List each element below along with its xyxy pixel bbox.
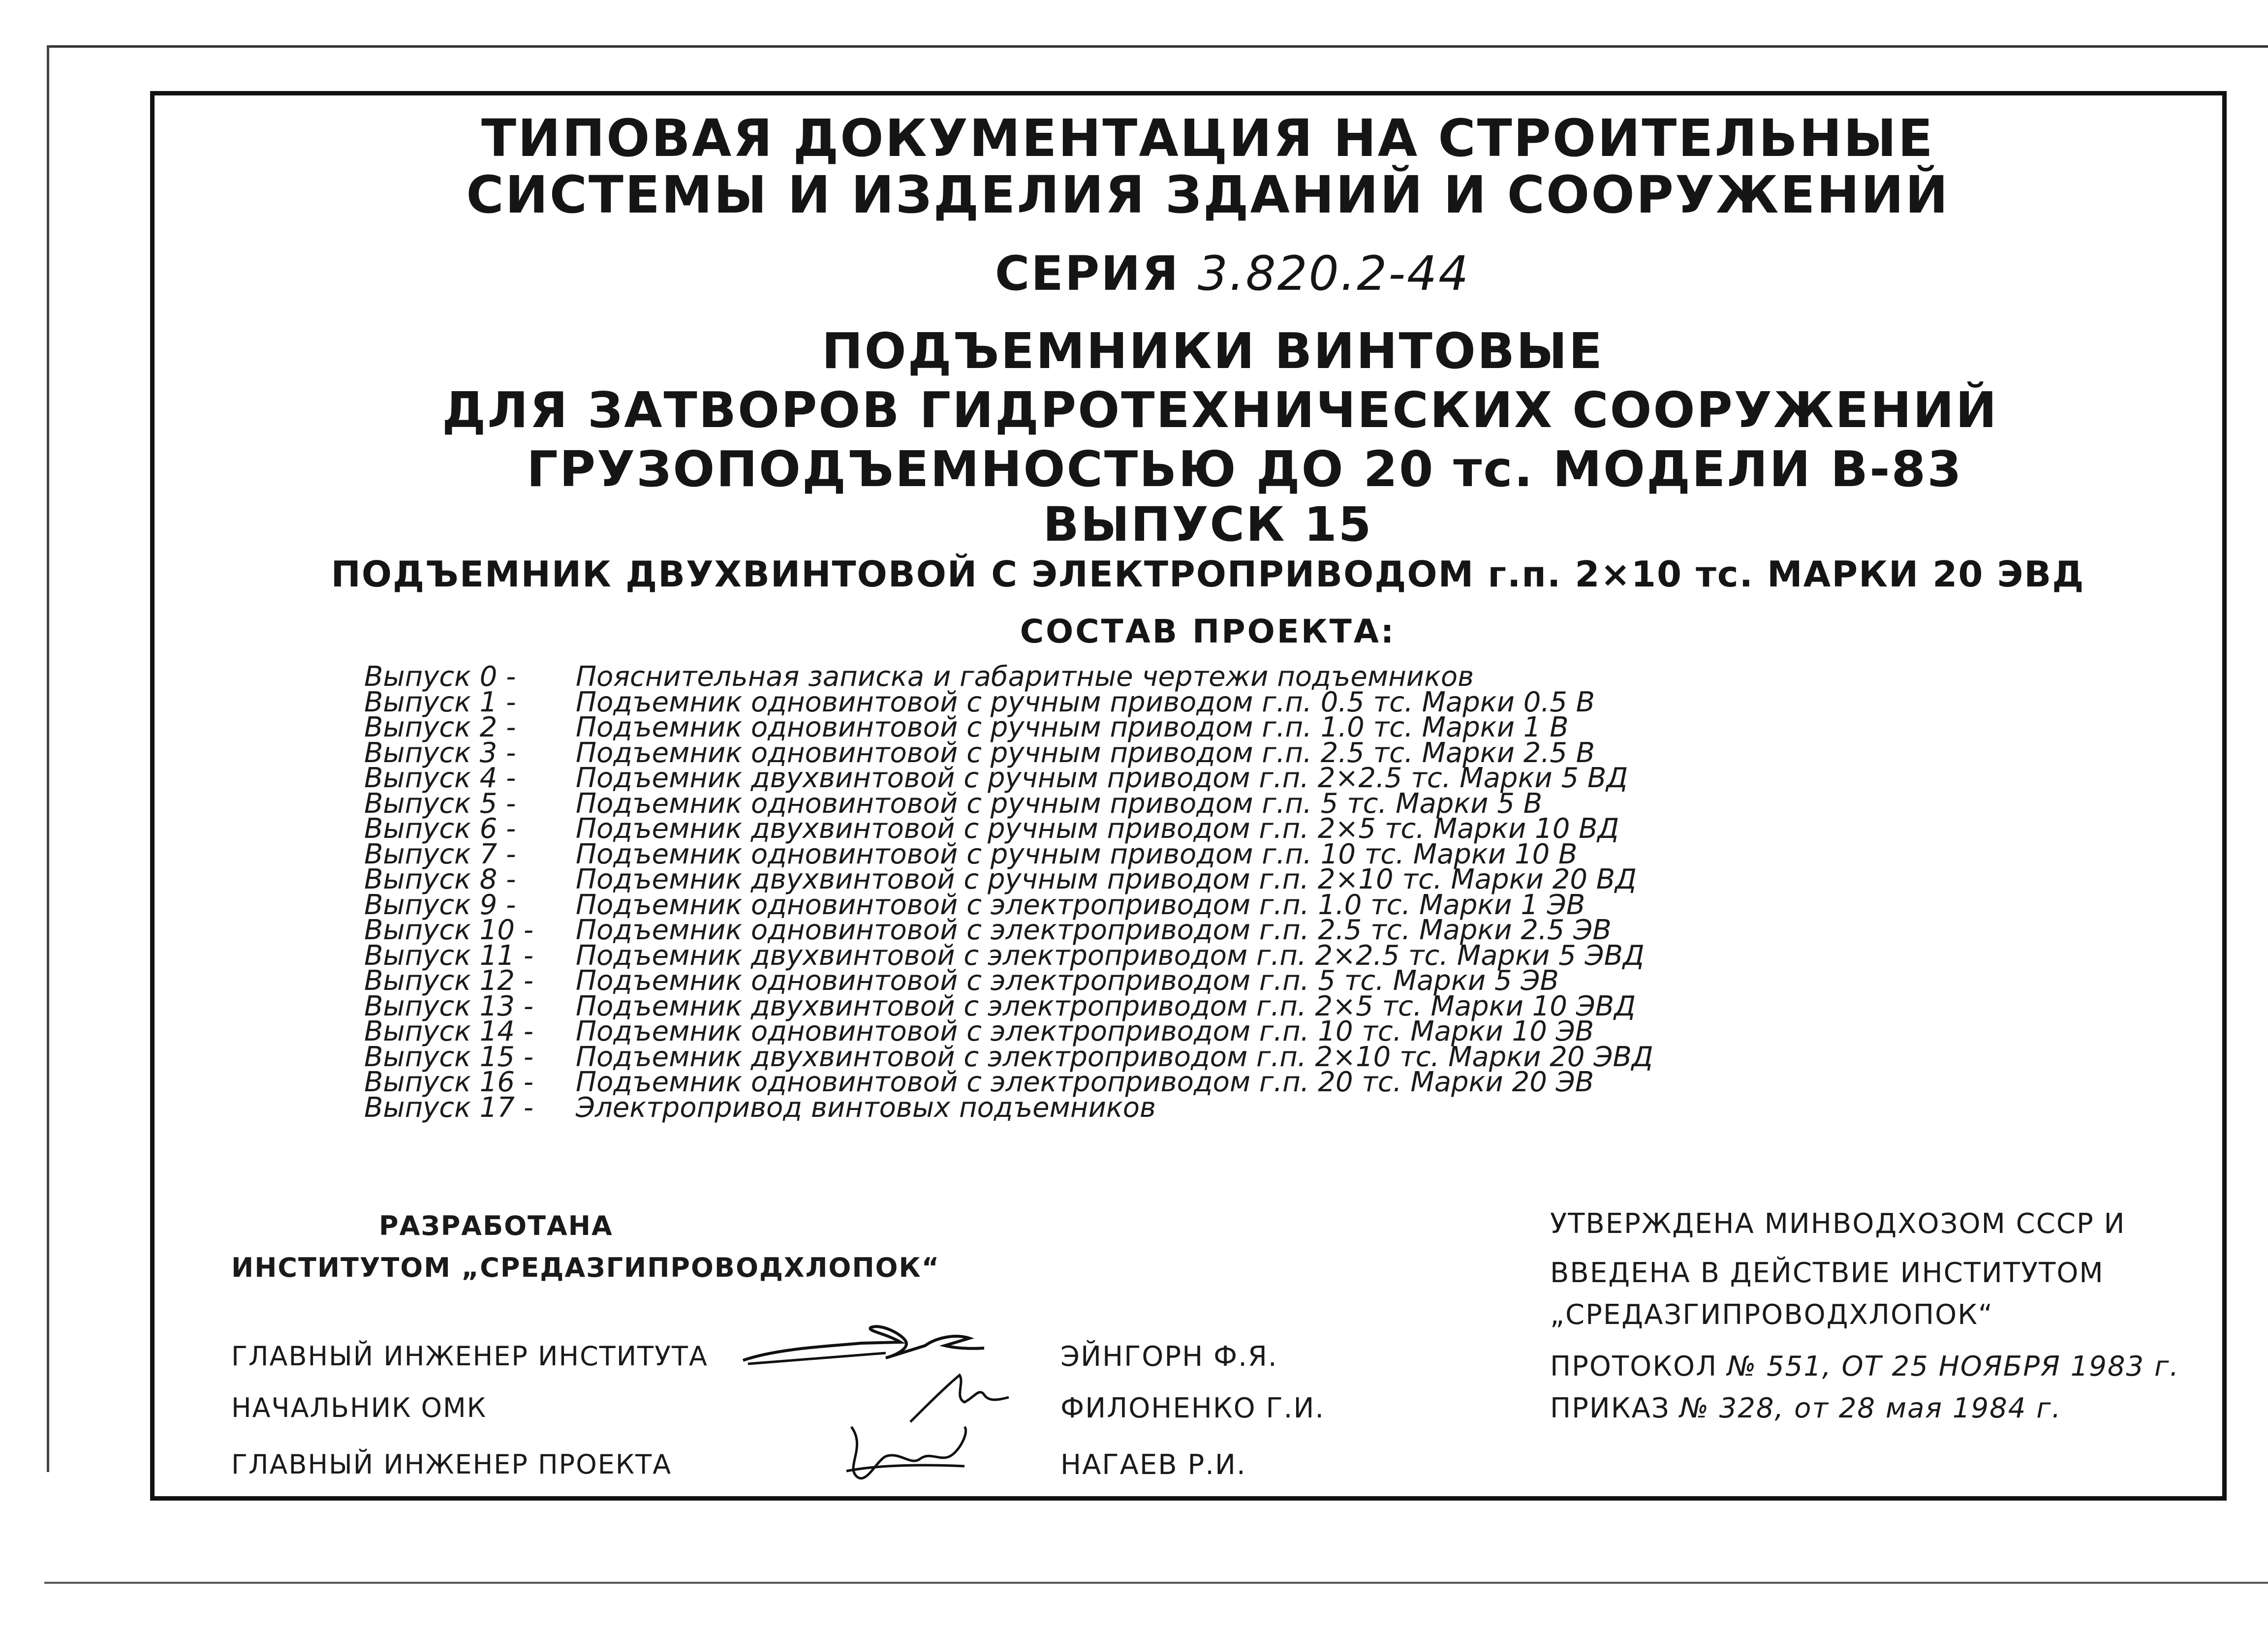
staff-name-project-engineer: НАГАЕВ Р.И. — [1060, 1449, 1246, 1481]
staff-role-project-engineer: ГЛАВНЫЙ ИНЖЕНЕР ПРОЕКТА — [231, 1449, 672, 1480]
order-label: ПРИКАЗ — [1550, 1392, 1670, 1424]
approval-line2: ВВЕДЕНА В ДЕЙСТВИЕ ИНСТИТУТОМ — [1550, 1257, 2104, 1289]
issue-number: Выпуск 12 - — [364, 965, 534, 997]
issue-description: Подъемник одновинтовой с ручным приводом г.п. 2.5 тс. Марки 2.5 В — [576, 737, 1595, 769]
doc-title-line2: СИСТЕМЫ И ИЗДЕЛИЯ ЗДАНИЙ И СООРУЖЕНИЙ — [466, 165, 1950, 225]
list-item — [364, 1091, 1890, 1124]
product-title-line1: ПОДЪЕМНИКИ ВИНТОВЫЕ — [821, 322, 1604, 380]
issue-number: Выпуск 10 - — [364, 914, 534, 946]
issue-description: Подъемник одновинтовой с ручным приводом г.п. 1.0 тс. Марки 1 В — [576, 711, 1569, 743]
issue-number: Выпуск 5 - — [364, 787, 516, 820]
issue-number: Выпуск 7 - — [364, 838, 516, 870]
developer-heading: РАЗРАБОТАНА — [379, 1210, 613, 1241]
bottom-rule — [44, 1582, 2268, 1584]
staff-name-chief-engineer: ЭЙНГОРН Ф.Я. — [1060, 1341, 1278, 1373]
issue-number: Выпуск 1 - — [364, 686, 516, 718]
issue-description: Подъемник одновинтовой с электроприводом г.п. 10 тс. Марки 10 ЭВ — [576, 1015, 1594, 1047]
issue-number: Выпуск 2 - — [364, 711, 516, 743]
issues-list — [364, 661, 1890, 1124]
issue-description: Электропривод винтовых подъемников — [576, 1091, 1156, 1124]
issue-number: Выпуск 3 - — [364, 737, 516, 769]
issue-number: Выпуск 15 - — [364, 1041, 534, 1073]
approval-order — [1550, 1392, 2061, 1424]
list-item — [364, 661, 1890, 693]
issue-description: Подъемник одновинтовой с ручным приводом г.п. 5 тс. Марки 5 В — [576, 787, 1543, 820]
approval-line3: „СРЕДАЗГИПРОВОДХЛОПОК“ — [1550, 1299, 1993, 1331]
list-item — [364, 914, 1890, 946]
issue-number: Выпуск 11 - — [364, 939, 534, 972]
staff-name-head-omk: ФИЛОНЕНКО Г.И. — [1060, 1392, 1325, 1424]
issue-description: Подъемник одновинтовой с электроприводом г.п. 2.5 тс. Марки 2.5 ЭВ — [576, 914, 1612, 946]
staff-role-chief-engineer: ГЛАВНЫЙ ИНЖЕНЕР ИНСТИТУТА — [231, 1341, 708, 1372]
signature-chief-engineer — [738, 1319, 994, 1373]
protocol-value: № 551, ОТ 25 НОЯБРЯ 1983 г. — [1727, 1351, 2180, 1383]
issue-heading: ВЫПУСК 15 — [1043, 497, 1373, 552]
issue-number: Выпуск 17 - — [364, 1091, 534, 1124]
developer-institute: ИНСТИТУТОМ „СРЕДАЗГИПРОВОДХЛОПОК“ — [231, 1252, 940, 1283]
issue-description: Подъемник двухвинтовой с электроприводом г.п. 2×2.5 тс. Марки 5 ЭВД — [576, 939, 1645, 972]
approval-protocol — [1550, 1351, 2179, 1383]
list-item — [364, 863, 1890, 895]
issue-number: Выпуск 9 - — [364, 889, 516, 921]
list-item — [364, 1066, 1890, 1098]
product-title-line3: ГРУЗОПОДЪЕМНОСТЬЮ ДО 20 тс. МОДЕЛИ В-83 — [527, 440, 1963, 498]
list-item — [364, 1015, 1890, 1047]
series-number: 3.820.2-44 — [1197, 246, 1470, 301]
series-heading — [0, 246, 2268, 301]
issue-description: Подъемник одновинтовой с электроприводом г.п. 20 тс. Марки 20 ЭВ — [576, 1066, 1594, 1098]
contents-heading: СОСТАВ ПРОЕКТА: — [1020, 613, 1396, 650]
issue-description: Подъемник одновинтовой с ручным приводом г.п. 0.5 тс. Марки 0.5 В — [576, 686, 1595, 718]
series-label: СЕРИЯ — [994, 246, 1180, 301]
approval-line1: УТВЕРЖДЕНА МИНВОДХОЗОМ СССР И — [1550, 1208, 2126, 1240]
issue-description: Подъемник двухвинтовой с электроприводом г.п. 2×5 тс. Марки 10 ЭВД — [576, 990, 1636, 1022]
doc-title-line1: ТИПОВАЯ ДОКУМЕНТАЦИЯ НА СТРОИТЕЛЬНЫЕ — [481, 108, 1934, 168]
product-title-line2: ДЛЯ ЗАТВОРОВ ГИДРОТЕХНИЧЕСКИХ СООРУЖЕНИЙ — [442, 381, 1998, 439]
outer-border-top — [47, 45, 2268, 48]
issue-number: Выпуск 14 - — [364, 1015, 534, 1047]
list-item — [364, 965, 1890, 997]
issue-number: Выпуск 4 - — [364, 762, 516, 794]
issue-description: Подъемник одновинтовой с электроприводом г.п. 5 тс. Марки 5 ЭВ — [576, 965, 1559, 997]
issue-number: Выпуск 6 - — [364, 813, 516, 845]
issue-number: Выпуск 0 - — [364, 661, 516, 693]
list-item — [364, 711, 1890, 743]
issue-description: Пояснительная записка и габаритные чертежи подъемников — [576, 661, 1474, 693]
signature-project-engineer — [837, 1417, 984, 1491]
issue-number: Выпуск 13 - — [364, 990, 534, 1022]
issue-description: Подъемник двухвинтовой с ручным приводом г.п. 2×5 тс. Марки 10 ВД — [576, 813, 1619, 845]
issue-description: Подъемник двухвинтовой с ручным приводом г.п. 2×10 тс. Марки 20 ВД — [576, 863, 1637, 895]
list-item — [364, 762, 1890, 794]
protocol-label: ПРОТОКОЛ — [1550, 1351, 1718, 1383]
issue-description: Подъемник двухвинтовой с ручным приводом г.п. 2×2.5 тс. Марки 5 ВД — [576, 762, 1628, 794]
issue-description: Подъемник одновинтовой с электроприводом г.п. 1.0 тс. Марки 1 ЭВ — [576, 889, 1585, 921]
issue-description: Подъемник двухвинтовой с электроприводом г.п. 2×10 тс. Марки 20 ЭВД — [576, 1041, 1653, 1073]
list-item — [364, 813, 1890, 845]
issue-subtitle: ПОДЪЕМНИК ДВУХВИНТОВОЙ С ЭЛЕКТРОПРИВОДОМ г.п. 2×10 тс. МАРКИ 20 ЭВД — [331, 554, 2085, 595]
issue-number: Выпуск 8 - — [364, 863, 516, 895]
order-value: № 328, от 28 мая 1984 г. — [1679, 1392, 2062, 1424]
issue-description: Подъемник одновинтовой с ручным приводом г.п. 10 тс. Марки 10 В — [576, 838, 1578, 870]
issue-number: Выпуск 16 - — [364, 1066, 534, 1098]
staff-role-head-omk: НАЧАЛЬНИК ОМК — [231, 1392, 487, 1423]
